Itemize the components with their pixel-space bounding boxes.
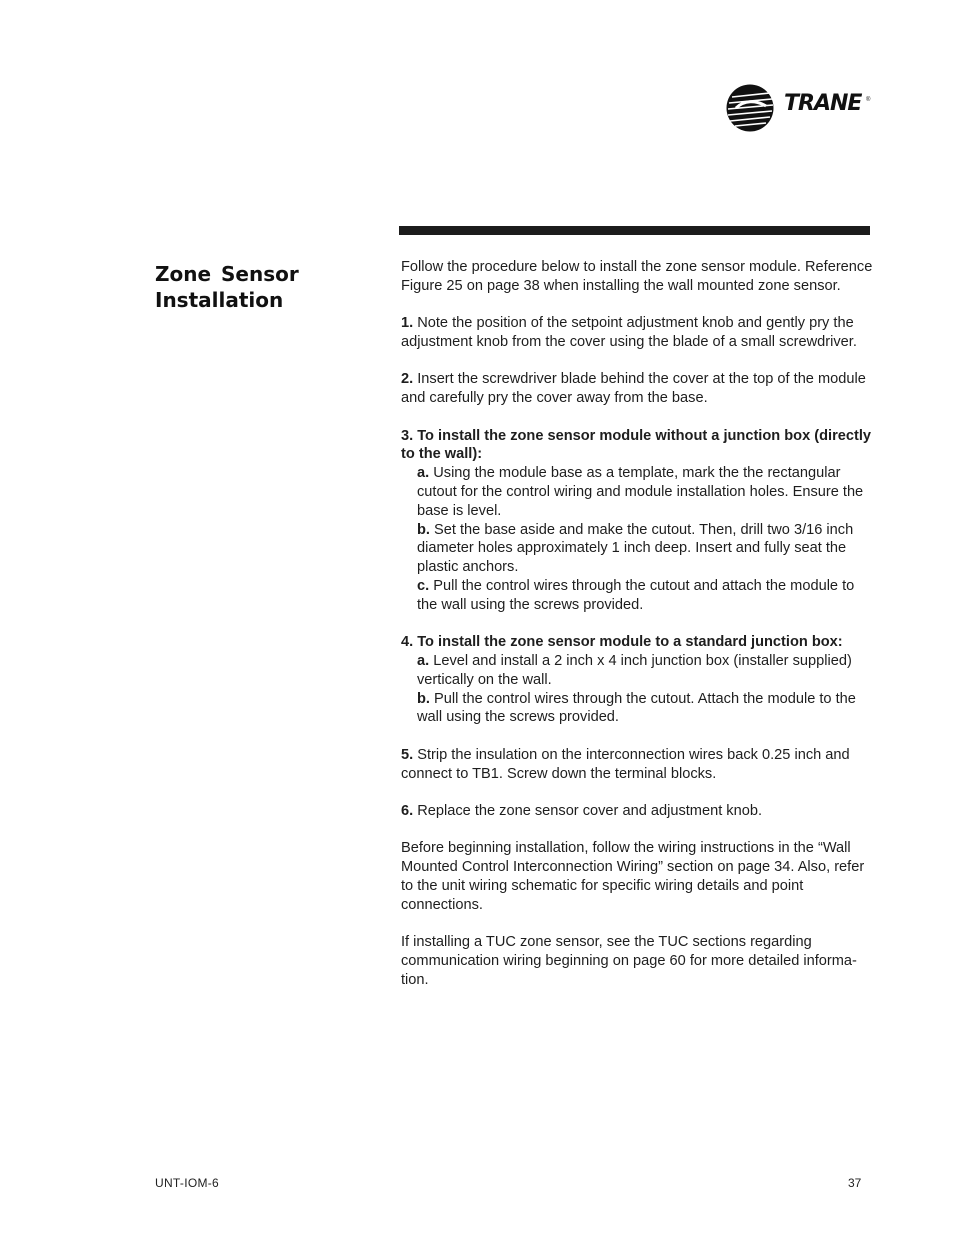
step-text: Note the position of the setpoint adjustment knob and gently pry the adjustment knob from the cover using the blade of a small screwdriver. [401,315,857,350]
page-number: 37 [848,1176,862,1190]
substep-text: Pull the control wires through the cutout and attach the module to the wall using the screws provided. [417,577,855,613]
substep-4b [401,690,876,728]
step-number: 2. [401,371,414,388]
step-text: Strip the insulation on the interconnection wires back 0.25 inch and connect to TB1. Screw down the terminal blocks. [401,746,850,782]
document-id: UNT-IOM-6 [155,1176,220,1190]
section-divider [399,226,870,235]
substep-label: b. [417,521,430,538]
step-number: 6. [401,802,414,819]
brand-wordmark: TRANE [784,91,862,116]
step-2 [401,370,876,408]
substep-label: c. [417,577,430,594]
registered-mark: ® [866,97,871,103]
substep-4a [401,652,876,690]
step-4 [401,633,876,727]
substep-label: a. [417,465,430,482]
substep-3a [401,464,876,520]
step-number: 5. [401,746,414,763]
step-5 [401,746,876,784]
step-heading: 4. To install the zone sensor module to a standard junction box: [401,634,843,651]
step-1 [401,314,876,352]
step-number: 1. [401,315,414,332]
step-6 [401,802,876,821]
substep-3c [401,577,876,615]
substep-label: a. [417,652,430,669]
section-title: Zone Sensor Installation [155,262,299,312]
substep-text: Set the base aside and make the cutout. Then, drill two 3/16 inch diameter holes approximately 1 inch deep. Insert and fully seat the plastic anchors. [417,521,854,576]
intro-paragraph: Follow the procedure below to install the zone sensor module. Reference Figure 25 on page 38 when installing the wall mounted zone sensor. [401,259,873,294]
substep-text: Pull the control wires through the cutout. Attach the module to the wall using the screws provided. [417,690,856,726]
step-3 [401,427,876,615]
trane-globe-icon [726,84,774,132]
substep-text: Level and install a 2 inch x 4 inch junction box (installer supplied) vertically on the wall. [417,652,852,688]
step-text: Replace the zone sensor cover and adjustment knob. [413,802,763,819]
step-text: Insert the screwdriver blade behind the cover at the top of the module and carefully pry the cover away from the base. [401,371,866,407]
substep-3b [401,521,876,577]
trane-logo [726,84,872,134]
wiring-paragraph: Before beginning installation, follow the wiring instructions in the “Wall Mounted Control Interconnection Wiring” section on page 34. Also, refer to the unit wiring schematic for specific wiring details and point connections. [401,840,865,913]
body-text [401,258,876,1008]
tuc-paragraph: If installing a TUC zone sensor, see the TUC sections regarding communication wiring beginning on page 60 for more detailed informa-tion. [401,934,857,988]
step-heading: 3. To install the zone sensor module without a junction box (directly to the wall): [401,427,872,463]
substep-label: b. [417,690,430,707]
substep-text: Using the module base as a template, mark the the rectangular cutout for the control wiring and module installation holes. Ensure the base is level. [417,465,864,519]
